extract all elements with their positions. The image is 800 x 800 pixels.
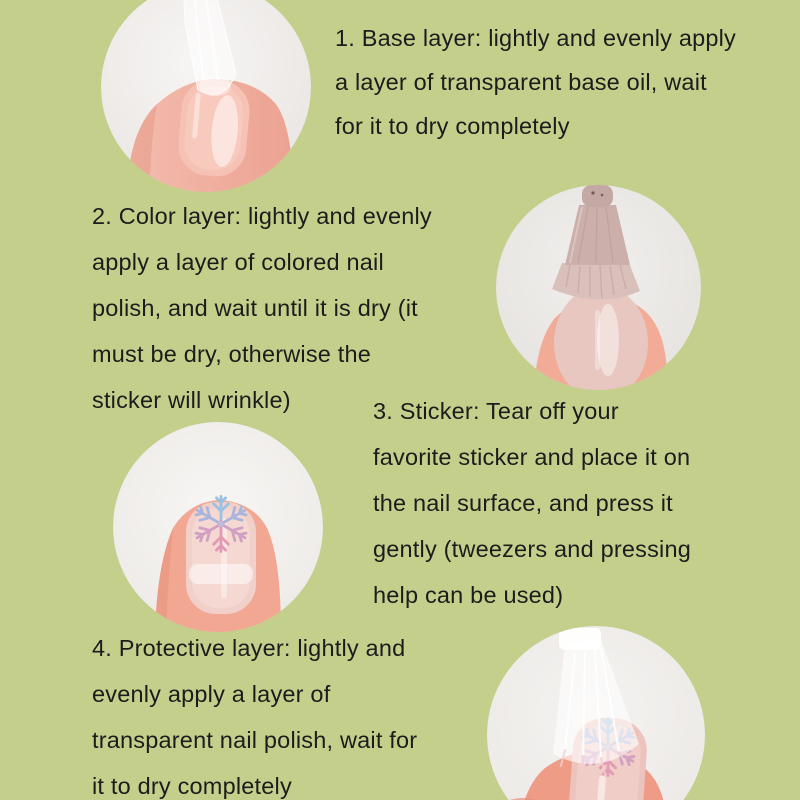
step-3-line: 3. Sticker: Tear off your — [373, 398, 619, 424]
step-3-line: the nail surface, and press it — [373, 490, 673, 516]
step-2-line: apply a layer of colored nail — [92, 249, 384, 275]
step-4-text — [92, 625, 417, 800]
step-2-line: must be dry, otherwise the — [92, 341, 372, 367]
step-4-line: it to dry completely — [92, 773, 292, 799]
brush-cap — [582, 185, 613, 207]
step-3-line: help can be used) — [373, 582, 564, 608]
step-1-line: a layer of transparent base oil, wait — [335, 69, 707, 95]
step-3-photo — [113, 422, 323, 632]
step-1-photo — [101, 0, 311, 192]
step-4-line: transparent nail polish, wait for — [92, 727, 418, 753]
step-3-line: gently (tweezers and pressing — [373, 536, 691, 562]
step-2-line: 2. Color layer: lightly and evenly — [92, 203, 432, 229]
step-4-line: evenly apply a layer of — [92, 681, 331, 707]
step-1-line: 1. Base layer: lightly and evenly apply — [335, 25, 737, 51]
step-4-line: 4. Protective layer: lightly and — [92, 635, 406, 661]
step-1-text — [335, 16, 736, 148]
step-2-photo — [496, 185, 701, 390]
step-3-line: favorite sticker and place it on — [373, 444, 691, 470]
step-4-photo — [487, 626, 705, 800]
step-2-line: polish, and wait until it is dry (it — [92, 295, 418, 321]
step-2-line: sticker will wrinkle) — [92, 387, 291, 413]
step-3-text — [373, 388, 691, 618]
step-1-line: for it to dry completely — [335, 113, 570, 139]
